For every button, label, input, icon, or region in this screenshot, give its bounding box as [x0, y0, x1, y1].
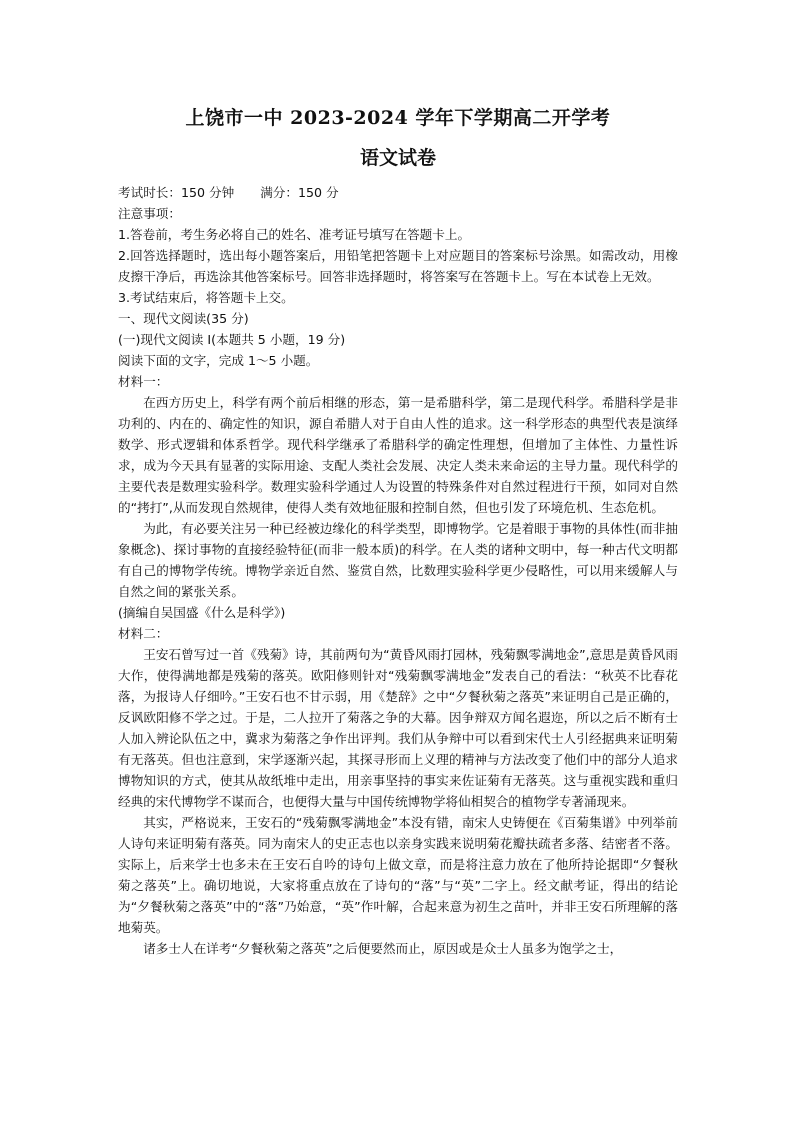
reading-instruction: 阅读下面的文字，完成 1～5 小题。 — [118, 353, 319, 368]
material-2-paragraph: 其实，严格说来，王安石的“残菊飘零满地金”本没有错，南宋人史铸便在《百菊集谱》中列举前人诗句来证明菊有落英。同为南宋人的史正志也以亲身实践来说明菊花瓣扶疏者多落、结密者不落。实际上，后来学士也多未在王安石自吟的诗句上做文章，而是将注意力放在了他所持论据即“夕餐秋菊之落英”上。确切地说，大家将重点放在了诗句的“落”与“英”二字上。经文献考证，得出的结论为“夕餐秋菊之落英”中的“落”乃始意，“英”作叶解，合起来意为初生之苗叶，并非王安石所理解的落地菊英。 — [118, 815, 678, 935]
material-1-label: 材料一： — [118, 374, 169, 389]
exam-subtitle: 语文试卷 — [359, 147, 436, 169]
notice-item-3: 3.考试结束后，将答题卡上交。 — [118, 290, 294, 305]
notice-heading: 注意事项： — [118, 206, 181, 221]
material-2-label: 材料二： — [118, 626, 169, 641]
exam-duration: 考试时长：150 分钟 — [118, 185, 235, 200]
material-2-paragraph: 诸多士人在详考“夕餐秋菊之落英”之后便要然而止，原因或是众士人虽多为饱学之士， — [143, 941, 623, 956]
notice-item-1: 1.答卷前，考生务必将自己的姓名、准考证号填写在答题卡上。 — [118, 227, 471, 242]
subsection-heading: (一)现代文阅读 I(本题共 5 小题，19 分) — [118, 332, 346, 347]
exam-meta — [118, 182, 678, 203]
exam-page — [118, 96, 678, 959]
exam-full-score: 满分：150 分 — [260, 185, 339, 200]
notice-item-2: 2.回答选择题时，选出每小题答案后，用铅笔把答题卡上对应题目的答案标号涂黑。如需改动，用橡皮擦干净后，再选涂其他答案标号。回答非选择题时，将答案写在答题卡上。写在本试卷上无效。 — [118, 248, 678, 284]
section-heading: 一、现代文阅读(35 分) — [118, 311, 249, 326]
material-1-source: (摘编自吴国盛《什么是科学》) — [118, 605, 286, 620]
material-2-paragraph: 王安石曾写过一首《残菊》诗，其前两句为“黄昏风雨打园林，残菊飘零满地金”,意思是黄昏风雨大作，使得满地都是残菊的落英。欧阳修则针对“残菊飘零满地金”发表自己的看法：“秋英不比春花落，为报诗人仔细吟。”王安石也不甘示弱，用《楚辞》之中“夕餐秋菊之落英”来证明自己是正确的，反讽欧阳修不学之过。于是，二人拉开了菊落之争的大幕。因争辩双方闻名遐迩，所以之后不断有士人加入辨论队伍之中，冀求为菊落之争作出评判。我们从争辩中可以看到宋代士人引经据典来证明菊有无落英。但也注意到，宋学逐渐兴起，其探寻形而上义理的精神与方法改变了他们中的部分人追求博物知识的方式，使其从故纸堆中走出，用亲事坚持的事实来佐证菊有无落英。这与重视实践和重归经典的宋代博物学不谋而合，也便得大量与中国传统博物学将仙相契合的植物学专著涌现来。 — [118, 647, 678, 809]
material-1-paragraph: 为此，有必要关注另一种已经被边缘化的科学类型，即博物学。它是着眼于事物的具体性(而非抽象概念)、探讨事物的直接经验特征(而非一般本质)的科学。在人类的诸种文明中，每一种古代文明都有自己的博物学传统。博物学亲近自然、鉴赏自然，比数理实验科学更少侵略性，可以用来缓解人与自然之间的紧张关系。 — [118, 521, 678, 599]
exam-title: 上饶市一中 2023-2024 学年下学期高二开学考 — [185, 107, 611, 129]
material-1-paragraph: 在西方历史上，科学有两个前后相继的形态，第一是希腊科学，第二是现代科学。希腊科学是非功利的、内在的、确定性的知识，源自希腊人对于自由人性的追求。这一科学形态的典型代表是演绎数学、形式逻辑和体系哲学。现代科学继承了希腊科学的确定性理想，但增加了主体性、力量性诉求，成为今天具有显著的实际用途、支配人类社会发展、决定人类未来命运的主导力量。现代科学的主要代表是数理实验科学。数理实验科学通过人为设置的特殊条件对自然过程进行干预，如同对自然的“拷打”,从而发现自然规律，使得人类有效地征服和控制自然，但也引发了环境危机、生态危机。 — [118, 395, 678, 515]
